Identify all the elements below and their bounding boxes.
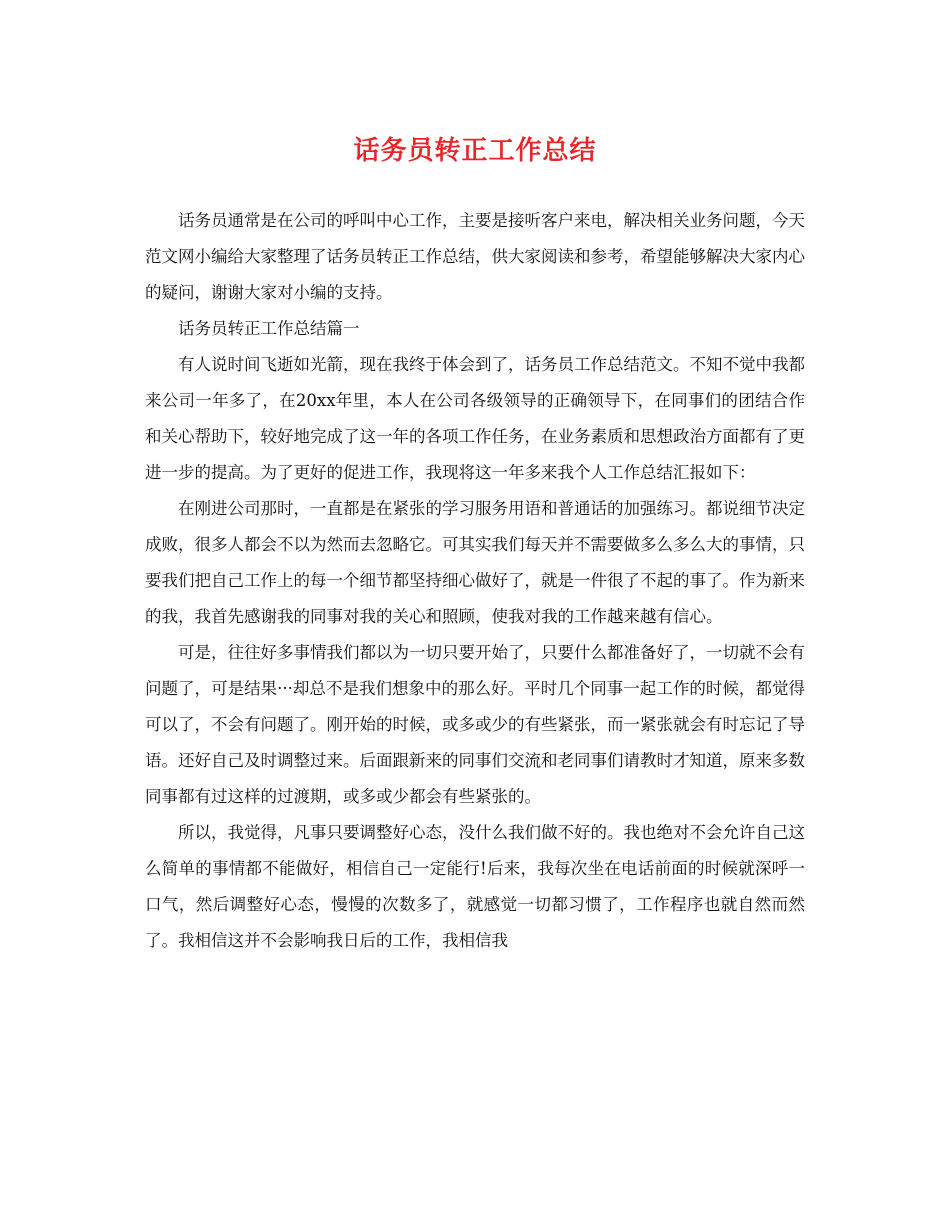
document-body <box>145 203 805 959</box>
body-paragraph: 在刚进公司那时，一直都是在紧张的学习服务用语和普通话的加强练习。都说细节决定成败，很多人都会不以为然而去忽略它。可其实我们每天并不需要做多么多么大的事情，只要我们把自己工作上的每一个细节都坚持细心做好了，就是一件很了不起的事了。作为新来的我，我首先感谢我的同事对我的关心和照顾，使我对我的工作越来越有信心。 <box>145 499 805 626</box>
document-title: 话务员转正工作总结 <box>353 136 597 166</box>
body-paragraph: 所以，我觉得，凡事只要调整好心态，没什么我们做不好的。我也绝对不会允许自己这么简单的事情都不能做好，相信自己一定能行!后来，我每次坐在电话前面的时候就深呼一口气，然后调整好心态，慢慢的次数多了，就感觉一切都习惯了，工作程序也就自然而然了。我相信这并不会影响我日后的工作，我相信我 <box>145 823 805 950</box>
body-paragraph: 可是，往往好多事情我们都以为一切只要开始了，只要什么都准备好了，一切就不会有问题了，可是结果···却总不是我们想象中的那么好。平时几个同事一起工作的时候，都觉得可以了，不会有问题了。刚开始的时候，或多或少的有些紧张，而一紧张就会有时忘记了导语。还好自己及时调整过来。后面跟新来的同事们交流和老同事们请教时才知道，原来多数同事都有过这样的过渡期，或多或少都会有些紧张的。 <box>145 643 805 806</box>
body-paragraph: 有人说时间飞逝如光箭，现在我终于体会到了，话务员工作总结范文。不知不觉中我都来公司一年多了，在20xx年里，本人在公司各级领导的正确领导下，在同事们的团结合作和关心帮助下，较好地完成了这一年的各项工作任务，在业务素质和思想政治方面都有了更进一步的提高。为了更好的促进工作，我现将这一年多来我个人工作总结汇报如下： <box>145 355 805 482</box>
intro-paragraph: 话务员通常是在公司的呼叫中心工作，主要是接听客户来电，解决相关业务问题，今天范文网小编给大家整理了话务员转正工作总结，供大家阅读和参考，希望能够解决大家内心的疑问，谢谢大家对小编的支持。 <box>145 211 805 302</box>
section-heading: 话务员转正工作总结篇一 <box>178 319 360 338</box>
